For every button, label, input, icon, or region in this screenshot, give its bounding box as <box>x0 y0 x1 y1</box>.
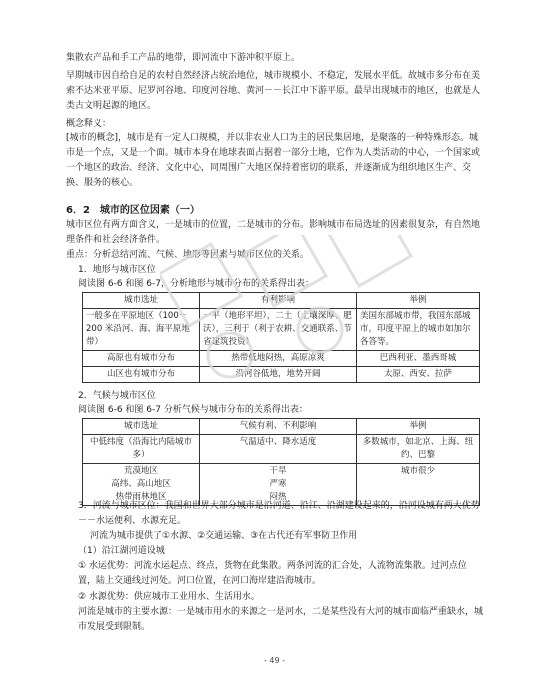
table-cell: 美国东部城市带，我国东部城市，印度平原上的城市如加尔各答等。 <box>357 309 480 351</box>
table-cell: 一平（地形平坦），二土（土壤深厚、肥沃），三利于（利于农耕、交通联系、节省建筑投资） <box>200 309 357 351</box>
key-point: 重点：分析总结河流、气候、地形等因素与城市区位的关系。 <box>66 250 310 260</box>
page-number: - 49 - <box>263 656 286 665</box>
table-cell: 沿河谷低地，地势开阔 <box>200 367 357 383</box>
table-cell: 城市很少 <box>357 464 480 506</box>
terrain-heading: 1．地形与城市区位 <box>78 265 156 275</box>
table-header: 有利影响 <box>200 293 357 309</box>
table-header-row <box>83 293 480 309</box>
river-point-transport: ① 水运优势：河流水运起点、终点，货物在此集散。两条河流的汇合处，人流物流集散。过河点位置，陆上交通线过河处。河口位置，在河口海岸建沿海城市。 <box>78 561 467 586</box>
table-row <box>83 435 480 464</box>
table-cell: 高原也有城市分布 <box>83 351 200 367</box>
table-header: 气候有利、不利影响 <box>200 419 357 435</box>
climate-table <box>82 418 480 506</box>
river-roles: 河流为城市提供了①水源、②交通运输、③在古代还有军事防卫作用 <box>90 531 358 541</box>
table-header-row <box>83 419 480 435</box>
section-title: 6．2 城市的区位因素（一） <box>66 205 200 216</box>
paragraph-continuation: 集散农产品和手工产品的地带，即河流中下游冲积平原上。 <box>66 53 301 63</box>
section-intro: 城市区位有两方面含义，一是城市的位置，二是城市的分布。影响城市布局选址的因素很复杂，有自然地理条件和社会经济条件。 <box>66 220 481 245</box>
table-cell: 一般多在平原地区（100－200 米沿河、海、海平原地带） <box>83 309 200 351</box>
river-water-supply: 河流是城市的主要水源：一是城市用水的来源之一是河水，二是某些没有大河的城市面临严重缺水，城市发展受到限制。 <box>78 607 484 632</box>
table-header: 城市选址 <box>83 293 200 309</box>
cell-line: 高纬、高山地区 <box>111 479 171 489</box>
table-cell: 巴西利亚、墨西哥城 <box>357 351 480 367</box>
concept-heading: 概念释义： <box>66 119 112 129</box>
terrain-table <box>82 292 480 383</box>
table-header: 举例 <box>357 293 480 309</box>
paragraph-city-concept: [城市的概念]，城市是有一定人口规模，并以非农业人口为主的居民集居地，是聚落的一种特殊形态。城市是一个点，又是一个面。城市本身在地球表面占据着一部分土地，它作为人类活动的中心，一个国家或一个地区的政治、经济、文化中心，同周围广大地区保持着密切的联系，并逐渐成为组织地区生产、交换、服务的核心。 <box>66 133 481 188</box>
table-header: 城市选址 <box>83 419 200 435</box>
paragraph-early-cities: 早期城市因自给自足的农村自然经济占统治地位，城市规模小、不稳定，发展水平低。故城市多分布在美索不达米亚平原、尼罗河谷地、印度河谷地、黄河－－长江中下游平原。最早出现城市的地区，也就是人类古文明起源的地区。 <box>66 71 481 111</box>
table-row <box>83 367 480 383</box>
cell-line: 闷热 <box>269 492 287 502</box>
climate-heading: 2．气候与城市区位 <box>78 391 156 401</box>
terrain-lead: 阅读图 6-6 和图 6-7，分析地形与城市分布的关系得出表： <box>78 279 314 289</box>
table-row <box>83 309 480 351</box>
table-cell: 山区也有城市分布 <box>83 367 200 383</box>
table-header: 举例 <box>357 419 480 435</box>
table-cell: 气温适中、降水适度 <box>200 435 357 464</box>
climate-lead: 阅读图 6-6 和图 6-7 分析气候与城市分布的关系得出表： <box>78 405 308 415</box>
cell-line: 热带雨林地区 <box>115 492 167 502</box>
cell-line: 严寒 <box>269 479 287 489</box>
river-subheading: （1）沿江湖河道设城 <box>78 546 165 556</box>
river-point-water: ② 水源优势：供应城市工业用水、生活用水。 <box>78 592 260 602</box>
cell-line: 荒漠地区 <box>123 466 158 476</box>
cell-line: 干旱 <box>269 466 287 476</box>
table-cell: 中低纬度（沿海比内陆城市多） <box>83 435 200 464</box>
table-cell: 热带低地闷热，高原凉爽 <box>200 351 357 367</box>
table-cell: 太原、西安、拉萨 <box>357 367 480 383</box>
river-heading: 3．河流与城市区位：我国和世界大部分城市是沿河道、沿江、沿湖建设起来的，沿河设城有两大优势－－水运便利、水源充足。 <box>78 501 480 526</box>
table-row <box>83 351 480 367</box>
table-cell: 多数城市，如北京、上海、纽约、巴黎 <box>357 435 480 464</box>
